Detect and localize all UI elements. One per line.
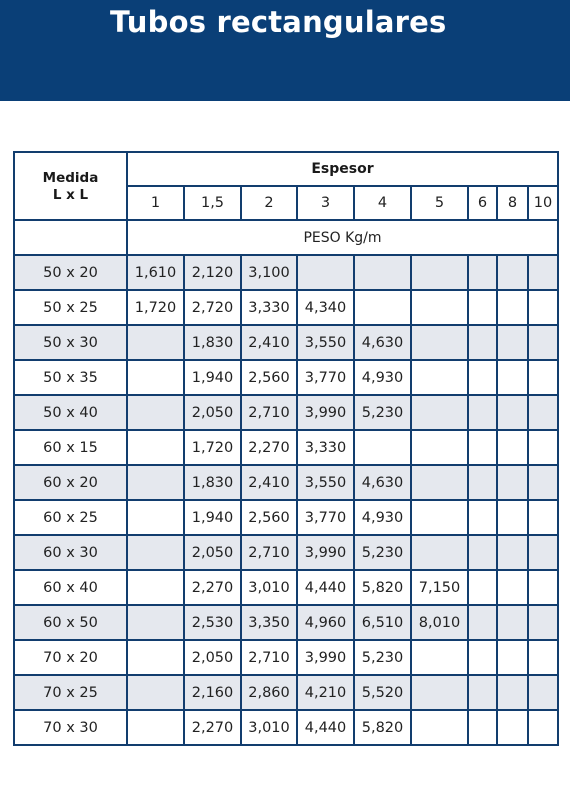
weight-cell	[528, 465, 558, 500]
weight-cell: 2,270	[184, 710, 241, 745]
thickness-header: 8	[497, 186, 528, 220]
weight-cell	[411, 395, 468, 430]
table-row	[14, 465, 558, 500]
weight-cell	[497, 465, 528, 500]
weight-cell: 3,330	[297, 430, 354, 465]
weight-cell	[127, 640, 184, 675]
weight-cell	[468, 325, 497, 360]
weight-cell	[127, 465, 184, 500]
weight-cell: 3,550	[297, 465, 354, 500]
thickness-header: 1,5	[184, 186, 241, 220]
medida-header	[14, 152, 127, 220]
weight-table	[13, 151, 559, 746]
weight-cell: 5,820	[354, 570, 411, 605]
weight-cell: 2,860	[241, 675, 297, 710]
table-row	[14, 290, 558, 325]
weight-cell: 3,990	[297, 535, 354, 570]
weight-cell: 2,710	[241, 640, 297, 675]
weight-cell	[127, 535, 184, 570]
weight-cell	[127, 325, 184, 360]
weight-table-container	[13, 151, 559, 746]
table-row	[14, 675, 558, 710]
weight-cell	[497, 675, 528, 710]
weight-cell	[497, 255, 528, 290]
size-cell: 60 x 20	[14, 465, 127, 500]
size-cell: 60 x 30	[14, 535, 127, 570]
weight-cell: 2,560	[241, 500, 297, 535]
weight-cell: 4,960	[297, 605, 354, 640]
weight-cell: 2,410	[241, 465, 297, 500]
table-row	[14, 710, 558, 745]
weight-cell	[411, 360, 468, 395]
size-cell: 50 x 40	[14, 395, 127, 430]
weight-cell: 2,120	[184, 255, 241, 290]
weight-cell	[354, 255, 411, 290]
size-cell: 70 x 30	[14, 710, 127, 745]
table-row	[14, 325, 558, 360]
weight-cell	[497, 500, 528, 535]
weight-cell: 4,440	[297, 710, 354, 745]
weight-cell: 4,930	[354, 500, 411, 535]
weight-cell	[468, 290, 497, 325]
weight-cell: 3,350	[241, 605, 297, 640]
size-cell: 60 x 50	[14, 605, 127, 640]
weight-cell	[528, 255, 558, 290]
weight-cell	[127, 430, 184, 465]
size-cell: 50 x 30	[14, 325, 127, 360]
weight-cell	[497, 430, 528, 465]
size-cell: 50 x 35	[14, 360, 127, 395]
weight-cell: 1,940	[184, 500, 241, 535]
weight-cell	[497, 360, 528, 395]
page-title: Tubos rectangulares	[110, 5, 447, 39]
weight-cell: 1,720	[127, 290, 184, 325]
weight-cell	[497, 290, 528, 325]
weight-cell: 2,560	[241, 360, 297, 395]
weight-cell: 3,550	[297, 325, 354, 360]
weight-cell: 2,050	[184, 640, 241, 675]
weight-cell: 5,520	[354, 675, 411, 710]
weight-cell: 7,150	[411, 570, 468, 605]
weight-cell	[528, 675, 558, 710]
thickness-header: 1	[127, 186, 184, 220]
weight-cell	[528, 605, 558, 640]
weight-cell: 2,710	[241, 395, 297, 430]
weight-cell: 2,270	[241, 430, 297, 465]
weight-cell	[354, 430, 411, 465]
weight-cell	[411, 465, 468, 500]
weight-cell: 2,710	[241, 535, 297, 570]
size-cell: 50 x 25	[14, 290, 127, 325]
weight-cell: 2,720	[184, 290, 241, 325]
weight-cell	[411, 535, 468, 570]
weight-cell: 5,230	[354, 395, 411, 430]
weight-cell: 3,010	[241, 710, 297, 745]
weight-cell	[127, 360, 184, 395]
thickness-header: 3	[297, 186, 354, 220]
weight-cell	[354, 290, 411, 325]
weight-cell	[468, 710, 497, 745]
weight-cell: 6,510	[354, 605, 411, 640]
weight-cell: 3,330	[241, 290, 297, 325]
weight-cell	[468, 465, 497, 500]
size-cell: 70 x 20	[14, 640, 127, 675]
weight-cell: 3,100	[241, 255, 297, 290]
weight-cell	[411, 500, 468, 535]
weight-cell	[468, 500, 497, 535]
thickness-header: 4	[354, 186, 411, 220]
table-row	[14, 255, 558, 290]
weight-cell	[528, 395, 558, 430]
weight-cell	[528, 360, 558, 395]
weight-cell: 2,160	[184, 675, 241, 710]
weight-cell	[468, 360, 497, 395]
weight-cell	[411, 710, 468, 745]
weight-cell	[528, 710, 558, 745]
weight-cell: 4,630	[354, 325, 411, 360]
weight-cell	[468, 430, 497, 465]
weight-cell: 4,440	[297, 570, 354, 605]
weight-cell: 2,050	[184, 395, 241, 430]
table-row	[14, 360, 558, 395]
weight-cell	[411, 640, 468, 675]
weight-cell: 4,630	[354, 465, 411, 500]
weight-cell: 1,940	[184, 360, 241, 395]
peso-unit-header: PESO Kg/m	[127, 220, 558, 255]
weight-cell	[528, 640, 558, 675]
weight-cell: 2,530	[184, 605, 241, 640]
weight-cell	[497, 605, 528, 640]
blank-header-cell	[14, 220, 127, 255]
table-row	[14, 535, 558, 570]
weight-cell: 4,930	[354, 360, 411, 395]
size-cell: 60 x 25	[14, 500, 127, 535]
weight-cell	[468, 675, 497, 710]
weight-cell	[468, 640, 497, 675]
weight-cell	[497, 710, 528, 745]
size-cell: 60 x 40	[14, 570, 127, 605]
weight-cell: 5,820	[354, 710, 411, 745]
weight-cell	[528, 290, 558, 325]
weight-cell	[497, 535, 528, 570]
weight-cell	[497, 325, 528, 360]
weight-cell	[497, 570, 528, 605]
weight-cell: 2,050	[184, 535, 241, 570]
weight-cell: 3,770	[297, 360, 354, 395]
table-row	[14, 570, 558, 605]
weight-cell	[127, 710, 184, 745]
thickness-header: 5	[411, 186, 468, 220]
weight-cell: 1,720	[184, 430, 241, 465]
weight-cell	[468, 395, 497, 430]
weight-cell	[411, 430, 468, 465]
espesor-header: Espesor	[127, 152, 558, 186]
weight-cell	[411, 325, 468, 360]
weight-cell: 3,990	[297, 395, 354, 430]
weight-cell	[528, 325, 558, 360]
weight-cell	[468, 535, 497, 570]
weight-cell: 3,010	[241, 570, 297, 605]
weight-cell: 5,230	[354, 640, 411, 675]
table-row	[14, 430, 558, 465]
weight-cell	[528, 430, 558, 465]
weight-cell	[497, 395, 528, 430]
weight-cell	[468, 605, 497, 640]
weight-cell: 2,270	[184, 570, 241, 605]
weight-cell	[411, 675, 468, 710]
size-cell: 50 x 20	[14, 255, 127, 290]
weight-cell	[528, 570, 558, 605]
weight-cell: 8,010	[411, 605, 468, 640]
weight-cell	[127, 605, 184, 640]
table-row	[14, 605, 558, 640]
weight-cell	[127, 675, 184, 710]
weight-cell	[411, 290, 468, 325]
weight-cell: 2,410	[241, 325, 297, 360]
size-cell: 70 x 25	[14, 675, 127, 710]
thickness-header: 6	[468, 186, 497, 220]
weight-cell: 5,230	[354, 535, 411, 570]
weight-cell	[127, 500, 184, 535]
weight-cell	[528, 500, 558, 535]
weight-cell	[297, 255, 354, 290]
weight-cell: 1,610	[127, 255, 184, 290]
weight-cell	[468, 570, 497, 605]
table-row	[14, 395, 558, 430]
weight-cell: 1,830	[184, 465, 241, 500]
weight-cell: 1,830	[184, 325, 241, 360]
weight-cell: 3,990	[297, 640, 354, 675]
weight-cell	[127, 570, 184, 605]
table-row	[14, 500, 558, 535]
weight-cell	[468, 255, 497, 290]
medida-sublabel: L x L	[52, 187, 89, 203]
size-cell: 60 x 15	[14, 430, 127, 465]
weight-cell	[411, 255, 468, 290]
weight-cell	[528, 535, 558, 570]
medida-label: Medida	[42, 170, 99, 186]
weight-cell	[127, 395, 184, 430]
weight-cell: 4,210	[297, 675, 354, 710]
weight-cell	[497, 640, 528, 675]
thickness-header: 10	[528, 186, 558, 220]
thickness-header: 2	[241, 186, 297, 220]
table-row	[14, 640, 558, 675]
weight-cell: 4,340	[297, 290, 354, 325]
weight-cell: 3,770	[297, 500, 354, 535]
